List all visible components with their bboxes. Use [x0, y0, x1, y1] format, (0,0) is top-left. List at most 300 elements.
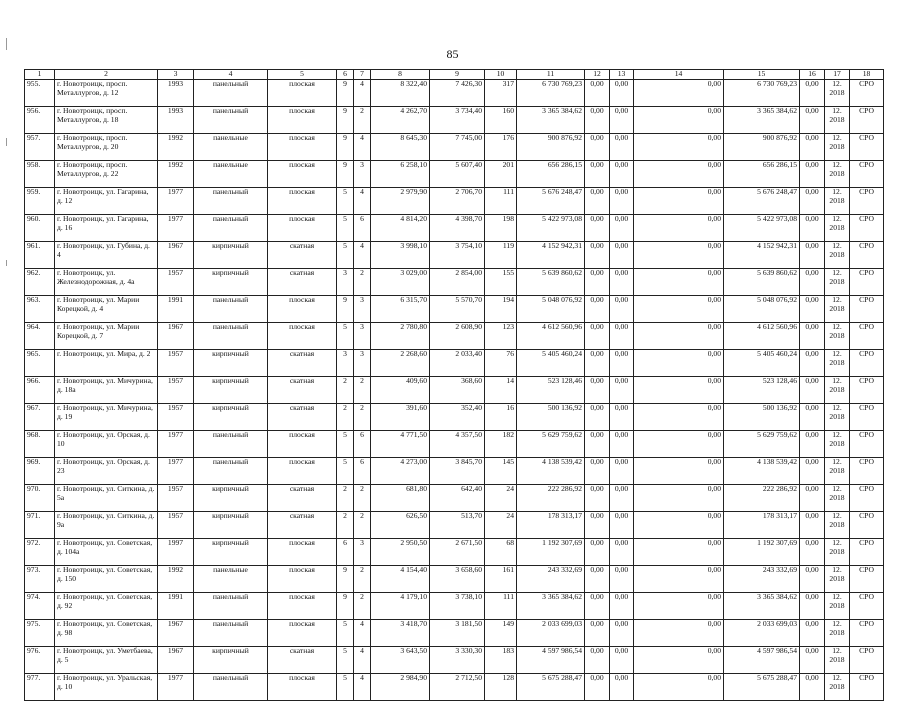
- table-row: [25, 674, 884, 701]
- floors-cell: 9: [337, 80, 354, 107]
- floors-cell: 5: [337, 674, 354, 701]
- wall-material-cell: кирпичный: [194, 404, 268, 431]
- cost-total-cell: 1 192 307,69: [517, 539, 585, 566]
- floors-cell: 9: [337, 134, 354, 161]
- roof-type-cell: плоская: [268, 593, 337, 620]
- cost-other-cell: 0,00: [800, 350, 825, 377]
- roof-type-cell: плоская: [268, 674, 337, 701]
- residents-cell: 145: [485, 458, 517, 485]
- living-area-cell: 2 033,40: [430, 350, 485, 377]
- total-area-cell: 4 814,20: [371, 215, 430, 242]
- table-row: [25, 80, 884, 107]
- cost-federal-cell: 0,00: [585, 404, 610, 431]
- method-cell: СРО: [850, 431, 884, 458]
- roof-type-cell: плоская: [268, 566, 337, 593]
- floors-cell: 5: [337, 647, 354, 674]
- row-number-cell: 958.: [25, 161, 55, 188]
- deadline-cell: 12. 2018: [825, 107, 850, 134]
- roof-type-cell: плоская: [268, 134, 337, 161]
- residents-cell: 128: [485, 674, 517, 701]
- floors-cell: 5: [337, 431, 354, 458]
- entrances-cell: 4: [354, 674, 371, 701]
- cost-owners-cell: 900 876,92: [724, 134, 800, 161]
- cost-federal-cell: 0,00: [585, 80, 610, 107]
- build-year-cell: 1957: [158, 512, 194, 539]
- cost-regional-cell: 0,00: [610, 485, 634, 512]
- table-row: [25, 161, 884, 188]
- wall-material-cell: панельный: [194, 215, 268, 242]
- living-area-cell: 3 738,10: [430, 593, 485, 620]
- residents-cell: 161: [485, 566, 517, 593]
- address-cell: г. Новотроицк, ул. Железнодорожная, д. 4а: [55, 269, 158, 296]
- row-number-cell: 962.: [25, 269, 55, 296]
- wall-material-cell: кирпичный: [194, 539, 268, 566]
- entrances-cell: 4: [354, 80, 371, 107]
- row-number-cell: 965.: [25, 350, 55, 377]
- cost-other-cell: 0,00: [800, 215, 825, 242]
- entrances-cell: 2: [354, 404, 371, 431]
- cost-total-cell: 4 612 560,96: [517, 323, 585, 350]
- total-area-cell: 2 950,50: [371, 539, 430, 566]
- deadline-cell: 12. 2018: [825, 215, 850, 242]
- row-number-cell: 968.: [25, 431, 55, 458]
- column-number-18: 18: [850, 70, 884, 80]
- entrances-cell: 6: [354, 431, 371, 458]
- method-cell: СРО: [850, 350, 884, 377]
- build-year-cell: 1977: [158, 215, 194, 242]
- cost-other-cell: 0,00: [800, 269, 825, 296]
- address-cell: г. Новотроицк, ул. Советская, д. 92: [55, 593, 158, 620]
- cost-owners-cell: 523 128,46: [724, 377, 800, 404]
- cost-regional-cell: 0,00: [610, 107, 634, 134]
- cost-owners-cell: 243 332,69: [724, 566, 800, 593]
- wall-material-cell: панельный: [194, 674, 268, 701]
- cost-local-cell: 0,00: [634, 647, 724, 674]
- living-area-cell: 3 845,70: [430, 458, 485, 485]
- cost-other-cell: 0,00: [800, 674, 825, 701]
- cost-other-cell: 0,00: [800, 647, 825, 674]
- cost-total-cell: 4 597 986,54: [517, 647, 585, 674]
- build-year-cell: 1967: [158, 647, 194, 674]
- cost-local-cell: 0,00: [634, 566, 724, 593]
- table-row: [25, 242, 884, 269]
- column-number-6: 6: [337, 70, 354, 80]
- table-row: [25, 431, 884, 458]
- column-number-4: 4: [194, 70, 268, 80]
- build-year-cell: 1992: [158, 161, 194, 188]
- roof-type-cell: скатная: [268, 647, 337, 674]
- build-year-cell: 1977: [158, 188, 194, 215]
- entrances-cell: 3: [354, 161, 371, 188]
- residents-cell: 155: [485, 269, 517, 296]
- build-year-cell: 1977: [158, 674, 194, 701]
- cost-local-cell: 0,00: [634, 242, 724, 269]
- method-cell: СРО: [850, 620, 884, 647]
- cost-local-cell: 0,00: [634, 80, 724, 107]
- entrances-cell: 3: [354, 350, 371, 377]
- row-number-cell: 971.: [25, 512, 55, 539]
- roof-type-cell: скатная: [268, 404, 337, 431]
- wall-material-cell: кирпичный: [194, 269, 268, 296]
- wall-material-cell: панельный: [194, 80, 268, 107]
- floors-cell: 9: [337, 107, 354, 134]
- method-cell: СРО: [850, 215, 884, 242]
- total-area-cell: 409,60: [371, 377, 430, 404]
- cost-local-cell: 0,00: [634, 485, 724, 512]
- roof-type-cell: скатная: [268, 512, 337, 539]
- residents-cell: 119: [485, 242, 517, 269]
- wall-material-cell: кирпичный: [194, 485, 268, 512]
- floors-cell: 5: [337, 188, 354, 215]
- table-row: [25, 134, 884, 161]
- deadline-cell: 12. 2018: [825, 161, 850, 188]
- residents-cell: 111: [485, 188, 517, 215]
- cost-owners-cell: 3 365 384,62: [724, 107, 800, 134]
- address-cell: г. Новотроицк, просп. Металлургов, д. 22: [55, 161, 158, 188]
- cost-owners-cell: 6 730 769,23: [724, 80, 800, 107]
- cost-federal-cell: 0,00: [585, 593, 610, 620]
- living-area-cell: 7 745,00: [430, 134, 485, 161]
- cost-local-cell: 0,00: [634, 593, 724, 620]
- cost-total-cell: 500 136,92: [517, 404, 585, 431]
- living-area-cell: 3 754,10: [430, 242, 485, 269]
- wall-material-cell: кирпичный: [194, 350, 268, 377]
- table-row: [25, 485, 884, 512]
- cost-other-cell: 0,00: [800, 458, 825, 485]
- entrances-cell: 3: [354, 296, 371, 323]
- cost-federal-cell: 0,00: [585, 377, 610, 404]
- cost-local-cell: 0,00: [634, 458, 724, 485]
- cost-other-cell: 0,00: [800, 107, 825, 134]
- deadline-cell: 12. 2018: [825, 296, 850, 323]
- deadline-cell: 12. 2018: [825, 458, 850, 485]
- floors-cell: 6: [337, 539, 354, 566]
- table-row: [25, 323, 884, 350]
- cost-owners-cell: 5 675 288,47: [724, 674, 800, 701]
- cost-other-cell: 0,00: [800, 134, 825, 161]
- wall-material-cell: панельный: [194, 296, 268, 323]
- cost-local-cell: 0,00: [634, 674, 724, 701]
- cost-total-cell: 222 286,92: [517, 485, 585, 512]
- row-number-cell: 960.: [25, 215, 55, 242]
- cost-owners-cell: 2 033 699,03: [724, 620, 800, 647]
- address-cell: г. Новотроицк, ул. Гагарина, д. 16: [55, 215, 158, 242]
- cost-federal-cell: 0,00: [585, 431, 610, 458]
- cost-total-cell: 243 332,69: [517, 566, 585, 593]
- cost-local-cell: 0,00: [634, 188, 724, 215]
- total-area-cell: 4 273,00: [371, 458, 430, 485]
- wall-material-cell: кирпичный: [194, 377, 268, 404]
- residents-cell: 317: [485, 80, 517, 107]
- column-number-10: 10: [485, 70, 517, 80]
- floors-cell: 2: [337, 404, 354, 431]
- row-number-cell: 961.: [25, 242, 55, 269]
- cost-federal-cell: 0,00: [585, 161, 610, 188]
- row-number-cell: 964.: [25, 323, 55, 350]
- build-year-cell: 1957: [158, 485, 194, 512]
- total-area-cell: 3 029,00: [371, 269, 430, 296]
- build-year-cell: 1992: [158, 566, 194, 593]
- build-year-cell: 1967: [158, 620, 194, 647]
- cost-regional-cell: 0,00: [610, 539, 634, 566]
- total-area-cell: 2 979,90: [371, 188, 430, 215]
- cost-total-cell: 523 128,46: [517, 377, 585, 404]
- row-number-cell: 959.: [25, 188, 55, 215]
- column-number-1: 1: [25, 70, 55, 80]
- roof-type-cell: плоская: [268, 323, 337, 350]
- entrances-cell: 4: [354, 620, 371, 647]
- total-area-cell: 6 258,10: [371, 161, 430, 188]
- deadline-cell: 12. 2018: [825, 80, 850, 107]
- deadline-cell: 12. 2018: [825, 566, 850, 593]
- cost-federal-cell: 0,00: [585, 134, 610, 161]
- cost-other-cell: 0,00: [800, 566, 825, 593]
- living-area-cell: 2 706,70: [430, 188, 485, 215]
- floors-cell: 9: [337, 566, 354, 593]
- living-area-cell: 7 426,30: [430, 80, 485, 107]
- table-row: [25, 107, 884, 134]
- cost-regional-cell: 0,00: [610, 323, 634, 350]
- cost-regional-cell: 0,00: [610, 674, 634, 701]
- cost-owners-cell: 4 138 539,42: [724, 458, 800, 485]
- cost-owners-cell: 4 152 942,31: [724, 242, 800, 269]
- table-row: [25, 269, 884, 296]
- column-number-7: 7: [354, 70, 371, 80]
- residents-cell: 176: [485, 134, 517, 161]
- method-cell: СРО: [850, 188, 884, 215]
- residents-cell: 160: [485, 107, 517, 134]
- cost-total-cell: 5 676 248,47: [517, 188, 585, 215]
- method-cell: СРО: [850, 485, 884, 512]
- method-cell: СРО: [850, 296, 884, 323]
- build-year-cell: 1957: [158, 269, 194, 296]
- living-area-cell: 3 658,60: [430, 566, 485, 593]
- scan-margin-mark: [6, 138, 7, 146]
- residents-cell: 24: [485, 512, 517, 539]
- scan-margin-mark: [6, 260, 7, 266]
- address-cell: г. Новотроицк, ул. Уметбаева, д. 5: [55, 647, 158, 674]
- total-area-cell: 626,50: [371, 512, 430, 539]
- address-cell: г. Новотроицк, просп. Металлургов, д. 20: [55, 134, 158, 161]
- living-area-cell: 4 357,50: [430, 431, 485, 458]
- table-row: [25, 404, 884, 431]
- floors-cell: 3: [337, 269, 354, 296]
- row-number-cell: 975.: [25, 620, 55, 647]
- table-row: [25, 566, 884, 593]
- deadline-cell: 12. 2018: [825, 512, 850, 539]
- floors-cell: 5: [337, 242, 354, 269]
- cost-other-cell: 0,00: [800, 539, 825, 566]
- column-number-8: 8: [371, 70, 430, 80]
- table-row: [25, 593, 884, 620]
- floors-cell: 3: [337, 350, 354, 377]
- deadline-cell: 12. 2018: [825, 431, 850, 458]
- living-area-cell: 352,40: [430, 404, 485, 431]
- roof-type-cell: скатная: [268, 485, 337, 512]
- cost-regional-cell: 0,00: [610, 161, 634, 188]
- cost-regional-cell: 0,00: [610, 296, 634, 323]
- column-number-15: 15: [724, 70, 800, 80]
- table-row: [25, 620, 884, 647]
- address-cell: г. Новотроицк, просп. Металлургов, д. 18: [55, 107, 158, 134]
- cost-total-cell: 5 629 759,62: [517, 431, 585, 458]
- residents-cell: 14: [485, 377, 517, 404]
- roof-type-cell: скатная: [268, 242, 337, 269]
- deadline-cell: 12. 2018: [825, 350, 850, 377]
- cost-other-cell: 0,00: [800, 431, 825, 458]
- cost-federal-cell: 0,00: [585, 674, 610, 701]
- deadline-cell: 12. 2018: [825, 377, 850, 404]
- roof-type-cell: плоская: [268, 80, 337, 107]
- cost-local-cell: 0,00: [634, 377, 724, 404]
- entrances-cell: 4: [354, 188, 371, 215]
- roof-type-cell: плоская: [268, 539, 337, 566]
- entrances-cell: 4: [354, 134, 371, 161]
- cost-other-cell: 0,00: [800, 593, 825, 620]
- wall-material-cell: панельные: [194, 161, 268, 188]
- cost-other-cell: 0,00: [800, 377, 825, 404]
- residents-cell: 76: [485, 350, 517, 377]
- method-cell: СРО: [850, 377, 884, 404]
- floors-cell: 9: [337, 296, 354, 323]
- living-area-cell: 642,40: [430, 485, 485, 512]
- entrances-cell: 4: [354, 242, 371, 269]
- roof-type-cell: скатная: [268, 350, 337, 377]
- total-area-cell: 3 643,50: [371, 647, 430, 674]
- housing-register-table: [24, 69, 884, 701]
- residents-cell: 149: [485, 620, 517, 647]
- entrances-cell: 6: [354, 215, 371, 242]
- build-year-cell: 1993: [158, 107, 194, 134]
- living-area-cell: 5 570,70: [430, 296, 485, 323]
- cost-local-cell: 0,00: [634, 539, 724, 566]
- deadline-cell: 12. 2018: [825, 134, 850, 161]
- address-cell: г. Новотроицк, ул. Мичурина, д. 18а: [55, 377, 158, 404]
- address-cell: г. Новотроицк, ул. Орская, д. 23: [55, 458, 158, 485]
- roof-type-cell: скатная: [268, 269, 337, 296]
- address-cell: г. Новотроицк, ул. Ситкина, д. 5а: [55, 485, 158, 512]
- method-cell: СРО: [850, 161, 884, 188]
- cost-regional-cell: 0,00: [610, 134, 634, 161]
- roof-type-cell: плоская: [268, 458, 337, 485]
- method-cell: СРО: [850, 80, 884, 107]
- residents-cell: 201: [485, 161, 517, 188]
- cost-regional-cell: 0,00: [610, 593, 634, 620]
- address-cell: г. Новотроицк, ул. Советская, д. 150: [55, 566, 158, 593]
- address-cell: г. Новотроицк, ул. Марии Корецкой, д. 7: [55, 323, 158, 350]
- living-area-cell: 3 181,50: [430, 620, 485, 647]
- cost-other-cell: 0,00: [800, 620, 825, 647]
- floors-cell: 2: [337, 485, 354, 512]
- deadline-cell: 12. 2018: [825, 674, 850, 701]
- total-area-cell: 6 315,70: [371, 296, 430, 323]
- living-area-cell: 2 712,50: [430, 674, 485, 701]
- column-number-11: 11: [517, 70, 585, 80]
- build-year-cell: 1991: [158, 593, 194, 620]
- total-area-cell: 8 645,30: [371, 134, 430, 161]
- cost-other-cell: 0,00: [800, 188, 825, 215]
- table-row: [25, 647, 884, 674]
- method-cell: СРО: [850, 458, 884, 485]
- floors-cell: 9: [337, 593, 354, 620]
- build-year-cell: 1993: [158, 80, 194, 107]
- cost-federal-cell: 0,00: [585, 566, 610, 593]
- entrances-cell: 2: [354, 485, 371, 512]
- roof-type-cell: плоская: [268, 107, 337, 134]
- column-number-2: 2: [55, 70, 158, 80]
- entrances-cell: 2: [354, 593, 371, 620]
- total-area-cell: 2 780,80: [371, 323, 430, 350]
- total-area-cell: 4 771,50: [371, 431, 430, 458]
- row-number-cell: 966.: [25, 377, 55, 404]
- deadline-cell: 12. 2018: [825, 269, 850, 296]
- row-number-cell: 956.: [25, 107, 55, 134]
- cost-federal-cell: 0,00: [585, 107, 610, 134]
- page-number: 85: [446, 47, 459, 61]
- floors-cell: 9: [337, 161, 354, 188]
- deadline-cell: 12. 2018: [825, 539, 850, 566]
- wall-material-cell: панельный: [194, 323, 268, 350]
- cost-federal-cell: 0,00: [585, 296, 610, 323]
- cost-regional-cell: 0,00: [610, 620, 634, 647]
- cost-local-cell: 0,00: [634, 215, 724, 242]
- cost-local-cell: 0,00: [634, 296, 724, 323]
- cost-owners-cell: 5 405 460,24: [724, 350, 800, 377]
- method-cell: СРО: [850, 404, 884, 431]
- build-year-cell: 1992: [158, 134, 194, 161]
- residents-cell: 198: [485, 215, 517, 242]
- column-number-9: 9: [430, 70, 485, 80]
- method-cell: СРО: [850, 107, 884, 134]
- deadline-cell: 12. 2018: [825, 647, 850, 674]
- cost-regional-cell: 0,00: [610, 377, 634, 404]
- residents-cell: 24: [485, 485, 517, 512]
- deadline-cell: 12. 2018: [825, 620, 850, 647]
- build-year-cell: 1977: [158, 431, 194, 458]
- method-cell: СРО: [850, 269, 884, 296]
- wall-material-cell: панельный: [194, 107, 268, 134]
- column-number-16: 16: [800, 70, 825, 80]
- cost-total-cell: 5 639 860,62: [517, 269, 585, 296]
- cost-regional-cell: 0,00: [610, 458, 634, 485]
- living-area-cell: 513,70: [430, 512, 485, 539]
- residents-cell: 182: [485, 431, 517, 458]
- row-number-cell: 972.: [25, 539, 55, 566]
- floors-cell: 2: [337, 377, 354, 404]
- cost-regional-cell: 0,00: [610, 215, 634, 242]
- cost-owners-cell: 5 676 248,47: [724, 188, 800, 215]
- living-area-cell: 3 734,40: [430, 107, 485, 134]
- cost-owners-cell: 3 365 384,62: [724, 593, 800, 620]
- wall-material-cell: панельный: [194, 620, 268, 647]
- build-year-cell: 1957: [158, 404, 194, 431]
- cost-total-cell: 178 313,17: [517, 512, 585, 539]
- row-number-cell: 976.: [25, 647, 55, 674]
- cost-regional-cell: 0,00: [610, 647, 634, 674]
- column-number-12: 12: [585, 70, 610, 80]
- wall-material-cell: панельный: [194, 188, 268, 215]
- cost-owners-cell: 500 136,92: [724, 404, 800, 431]
- living-area-cell: 2 854,00: [430, 269, 485, 296]
- deadline-cell: 12. 2018: [825, 188, 850, 215]
- deadline-cell: 12. 2018: [825, 485, 850, 512]
- floors-cell: 5: [337, 458, 354, 485]
- cost-regional-cell: 0,00: [610, 350, 634, 377]
- cost-regional-cell: 0,00: [610, 512, 634, 539]
- entrances-cell: 3: [354, 539, 371, 566]
- build-year-cell: 1997: [158, 539, 194, 566]
- cost-federal-cell: 0,00: [585, 269, 610, 296]
